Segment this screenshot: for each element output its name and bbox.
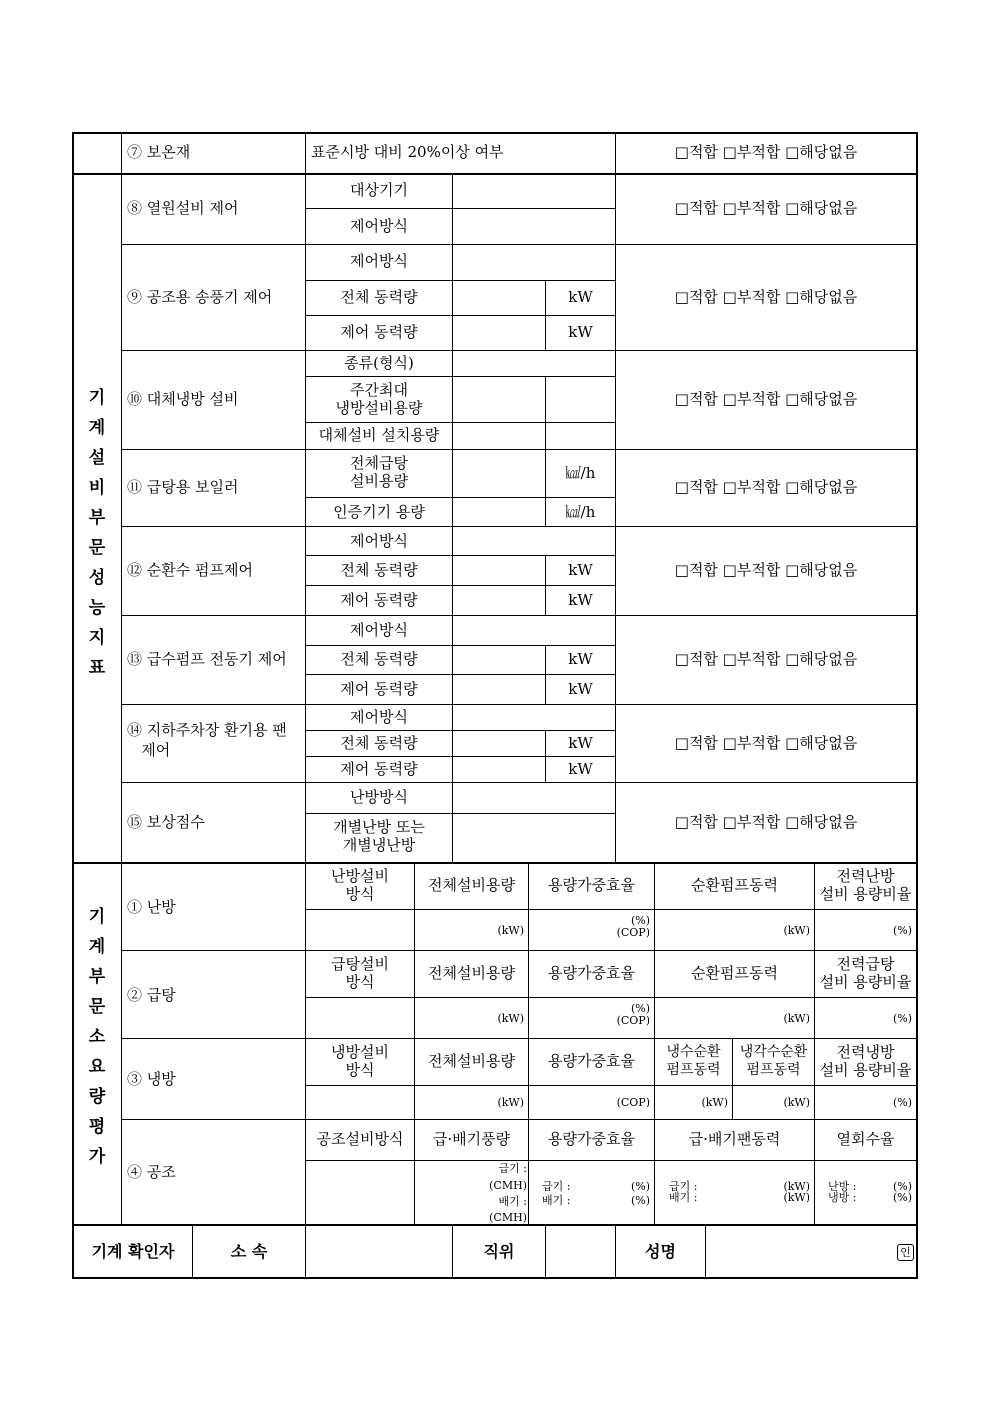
rule <box>121 132 122 1225</box>
item-alt-cooling: ⑩ 대체냉방 설비 <box>127 390 239 408</box>
hvac-flow-label: 급기 : <box>498 1162 527 1175</box>
row-label: 전체 동력량 <box>340 561 418 579</box>
item-hotwater-boiler: ⑪ 급탕용 보일러 <box>127 478 239 496</box>
rule <box>121 1119 918 1120</box>
row-label: 전체급탕 설비용량 <box>350 454 408 490</box>
rule <box>305 585 615 586</box>
col-header: 냉수순환 펌프동력 <box>666 1044 721 1078</box>
rule <box>305 909 918 910</box>
col-header: 급탕설비 방식 <box>331 955 389 991</box>
rule <box>121 950 918 951</box>
hvac-heat-label: 냉방 : <box>828 1191 857 1204</box>
col-header: 순환펌프동력 <box>691 876 778 894</box>
item-circulation-pump: ⑫ 순환수 펌프제어 <box>127 561 253 579</box>
item-heat-source-control: ⑧ 열원설비 제어 <box>127 199 239 217</box>
hvac-eff-unit: (%) <box>630 1194 650 1207</box>
section-performance-title: 기계설비부문성능지표 <box>88 388 106 678</box>
unit-label: kW <box>568 680 593 698</box>
unit-label: kW <box>568 591 593 609</box>
unit-label: (%) <box>892 1012 912 1025</box>
unit-label: kW <box>568 650 593 668</box>
col-header: 냉각수순환 펌프동력 <box>739 1044 808 1078</box>
checkbox-group[interactable]: □적합 □부적합 □해당없음 <box>674 561 858 579</box>
col-header: 용량가중효율 <box>548 876 635 894</box>
unit-label: (COP) <box>616 1096 650 1109</box>
hvac-fan-label: 배기 : <box>669 1191 698 1204</box>
rule <box>121 704 918 705</box>
footer-name-label: 성명 <box>645 1242 676 1261</box>
row-label: 개별난방 또는 개별냉난방 <box>333 818 425 854</box>
hvac-heat-unit: (%) <box>892 1180 912 1193</box>
rule <box>705 1224 706 1278</box>
unit-label: (kW) <box>497 1096 524 1109</box>
row-label: 전체 동력량 <box>340 734 418 752</box>
footer-position-label: 직위 <box>483 1242 515 1261</box>
row-label: 제어 동력량 <box>340 323 418 341</box>
col-header: 순환펌프동력 <box>691 964 778 982</box>
col-header: 냉방설비 방식 <box>331 1043 389 1079</box>
rule <box>305 645 615 646</box>
unit-label: (kW) <box>497 1012 524 1025</box>
rule <box>305 497 615 498</box>
row-label: 제어방식 <box>350 708 408 726</box>
col-header: 전력급탕 설비 용량비율 <box>819 955 912 991</box>
item-insulation-label: ⑦ 보온재 <box>127 143 191 161</box>
col-header: 용량가중효율 <box>548 1130 635 1148</box>
rule <box>305 315 615 316</box>
item-heating: ① 난방 <box>127 898 176 916</box>
col-header: 급·배기풍량 <box>432 1130 511 1148</box>
row-label: 주간최대 냉방설비용량 <box>335 381 423 417</box>
col-header: 용량가중효율 <box>548 1052 635 1070</box>
row-label: 난방방식 <box>350 788 408 806</box>
checkbox-group[interactable]: □적합 □부적합 □해당없음 <box>674 288 858 306</box>
item-hvac: ④ 공조 <box>127 1163 176 1181</box>
col-header: 전력난방 설비 용량비율 <box>819 867 912 903</box>
rule-left <box>72 132 74 1279</box>
unit-label: (%) (COP) <box>616 1002 650 1027</box>
rule <box>72 1224 918 1226</box>
row-label: 제어방식 <box>350 217 408 235</box>
checkbox-group[interactable]: □적합 □부적합 □해당없음 <box>674 478 858 496</box>
rule <box>545 376 546 449</box>
item-fan-control: ⑨ 공조용 송풍기 제어 <box>127 288 273 306</box>
unit-label: kW <box>568 323 593 341</box>
rule <box>305 376 615 377</box>
rule-top <box>72 132 918 134</box>
unit-label: kW <box>568 288 593 306</box>
unit-label: ㎉/h <box>565 464 596 482</box>
rule <box>305 756 615 757</box>
item-insulation-desc: 표준시방 대비 20%이상 여부 <box>311 143 504 161</box>
rule <box>72 173 918 175</box>
rule <box>121 244 918 245</box>
checkbox-group[interactable]: □적합 □부적합 □해당없음 <box>674 813 858 831</box>
row-label: 종류(형식) <box>344 354 414 372</box>
hvac-flow-unit: (CMH) <box>489 1211 527 1224</box>
hvac-fan-unit: (kW) <box>783 1180 810 1193</box>
unit-label: (%) (COP) <box>616 914 650 939</box>
unit-label: (kW) <box>783 1012 810 1025</box>
row-label: 대체설비 설치용량 <box>318 426 440 444</box>
col-header: 전체설비용량 <box>428 1052 515 1070</box>
checkbox-group[interactable]: □적합 □부적합 □해당없음 <box>674 650 858 668</box>
col-header: 급·배기팬동력 <box>688 1130 781 1148</box>
row-label: 대상기기 <box>350 181 408 199</box>
item-hotwater: ② 급탕 <box>127 986 176 1004</box>
rule <box>121 449 918 450</box>
col-header: 용량가중효율 <box>548 964 635 982</box>
row-label: 전체 동력량 <box>340 650 418 668</box>
checkbox-group[interactable]: □적합 □부적합 □해당없음 <box>674 390 858 408</box>
col-header: 전체설비용량 <box>428 964 515 982</box>
hvac-flow-unit: (CMH) <box>489 1179 527 1192</box>
row-label: 제어방식 <box>350 532 408 550</box>
rule-right <box>916 132 918 1279</box>
item-water-pump-motor: ⑬ 급수펌프 전동기 제어 <box>127 650 287 668</box>
rule <box>305 1160 918 1161</box>
col-header: 열회수율 <box>836 1130 895 1148</box>
rule <box>545 1224 546 1278</box>
rule <box>305 422 615 423</box>
rule <box>121 615 918 616</box>
rule <box>305 997 918 998</box>
unit-label: kW <box>568 734 593 752</box>
row-label: 제어 동력량 <box>340 760 418 778</box>
seal-stamp: 인 <box>897 1244 914 1261</box>
row-label: 제어 동력량 <box>340 591 418 609</box>
item-bonus-points: ⑮ 보상점수 <box>127 813 205 831</box>
col-header: 공조설비방식 <box>316 1130 404 1148</box>
col-header: 난방설비 방식 <box>331 867 389 903</box>
row-label: 제어방식 <box>350 621 408 639</box>
rule <box>121 526 918 527</box>
rule-bottom <box>72 1277 918 1279</box>
rule <box>305 813 615 814</box>
rule <box>72 862 918 864</box>
checkbox-group[interactable]: □적합 □부적합 □해당없음 <box>674 734 858 752</box>
rule <box>121 350 918 351</box>
unit-label: (kW) <box>497 924 524 937</box>
rule <box>305 208 615 209</box>
rule <box>305 555 615 556</box>
hvac-eff-label: 배기 : <box>542 1194 571 1207</box>
item-cooling: ③ 냉방 <box>127 1070 176 1088</box>
checkbox-group[interactable]: □적합 □부적합 □해당없음 <box>674 143 858 161</box>
unit-label: kW <box>568 561 593 579</box>
item-parking-fan: ⑭ 지하주차장 환기용 팬 제어 <box>127 721 287 759</box>
unit-label: (%) <box>892 1096 912 1109</box>
unit-label: (kW) <box>783 924 810 937</box>
col-header: 전력냉방 설비 용량비율 <box>819 1043 912 1079</box>
footer-affiliation-label: 소 속 <box>230 1242 268 1261</box>
unit-label: kW <box>568 760 593 778</box>
rule <box>305 1085 918 1086</box>
unit-label: (kW) <box>783 1096 810 1109</box>
rule <box>615 132 616 863</box>
rule <box>305 280 615 281</box>
hvac-fan-unit: (kW) <box>783 1191 810 1204</box>
checkbox-group[interactable]: □적합 □부적합 □해당없음 <box>674 199 858 217</box>
row-label: 인증기기 용량 <box>333 503 425 521</box>
hvac-heat-unit: (%) <box>892 1191 912 1204</box>
hvac-heat-label: 난방 : <box>828 1180 857 1193</box>
section-consumption-title: 기계부문소요량평가 <box>88 907 106 1167</box>
col-header: 전체설비용량 <box>428 876 515 894</box>
unit-label: (%) <box>892 924 912 937</box>
unit-label: (kW) <box>701 1096 728 1109</box>
hvac-eff-unit: (%) <box>630 1180 650 1193</box>
row-label: 전체 동력량 <box>340 288 418 306</box>
row-label: 제어방식 <box>350 252 408 270</box>
rule <box>305 730 615 731</box>
unit-label: ㎉/h <box>565 503 596 521</box>
rule <box>121 782 918 783</box>
row-label: 제어 동력량 <box>340 680 418 698</box>
footer-title: 기계 확인자 <box>91 1242 175 1261</box>
rule <box>305 674 615 675</box>
hvac-eff-label: 급기 : <box>542 1180 571 1193</box>
rule <box>452 173 453 863</box>
hvac-flow-label: 배기 : <box>498 1195 527 1208</box>
hvac-fan-label: 급기 : <box>669 1180 698 1193</box>
rule <box>121 1038 918 1039</box>
